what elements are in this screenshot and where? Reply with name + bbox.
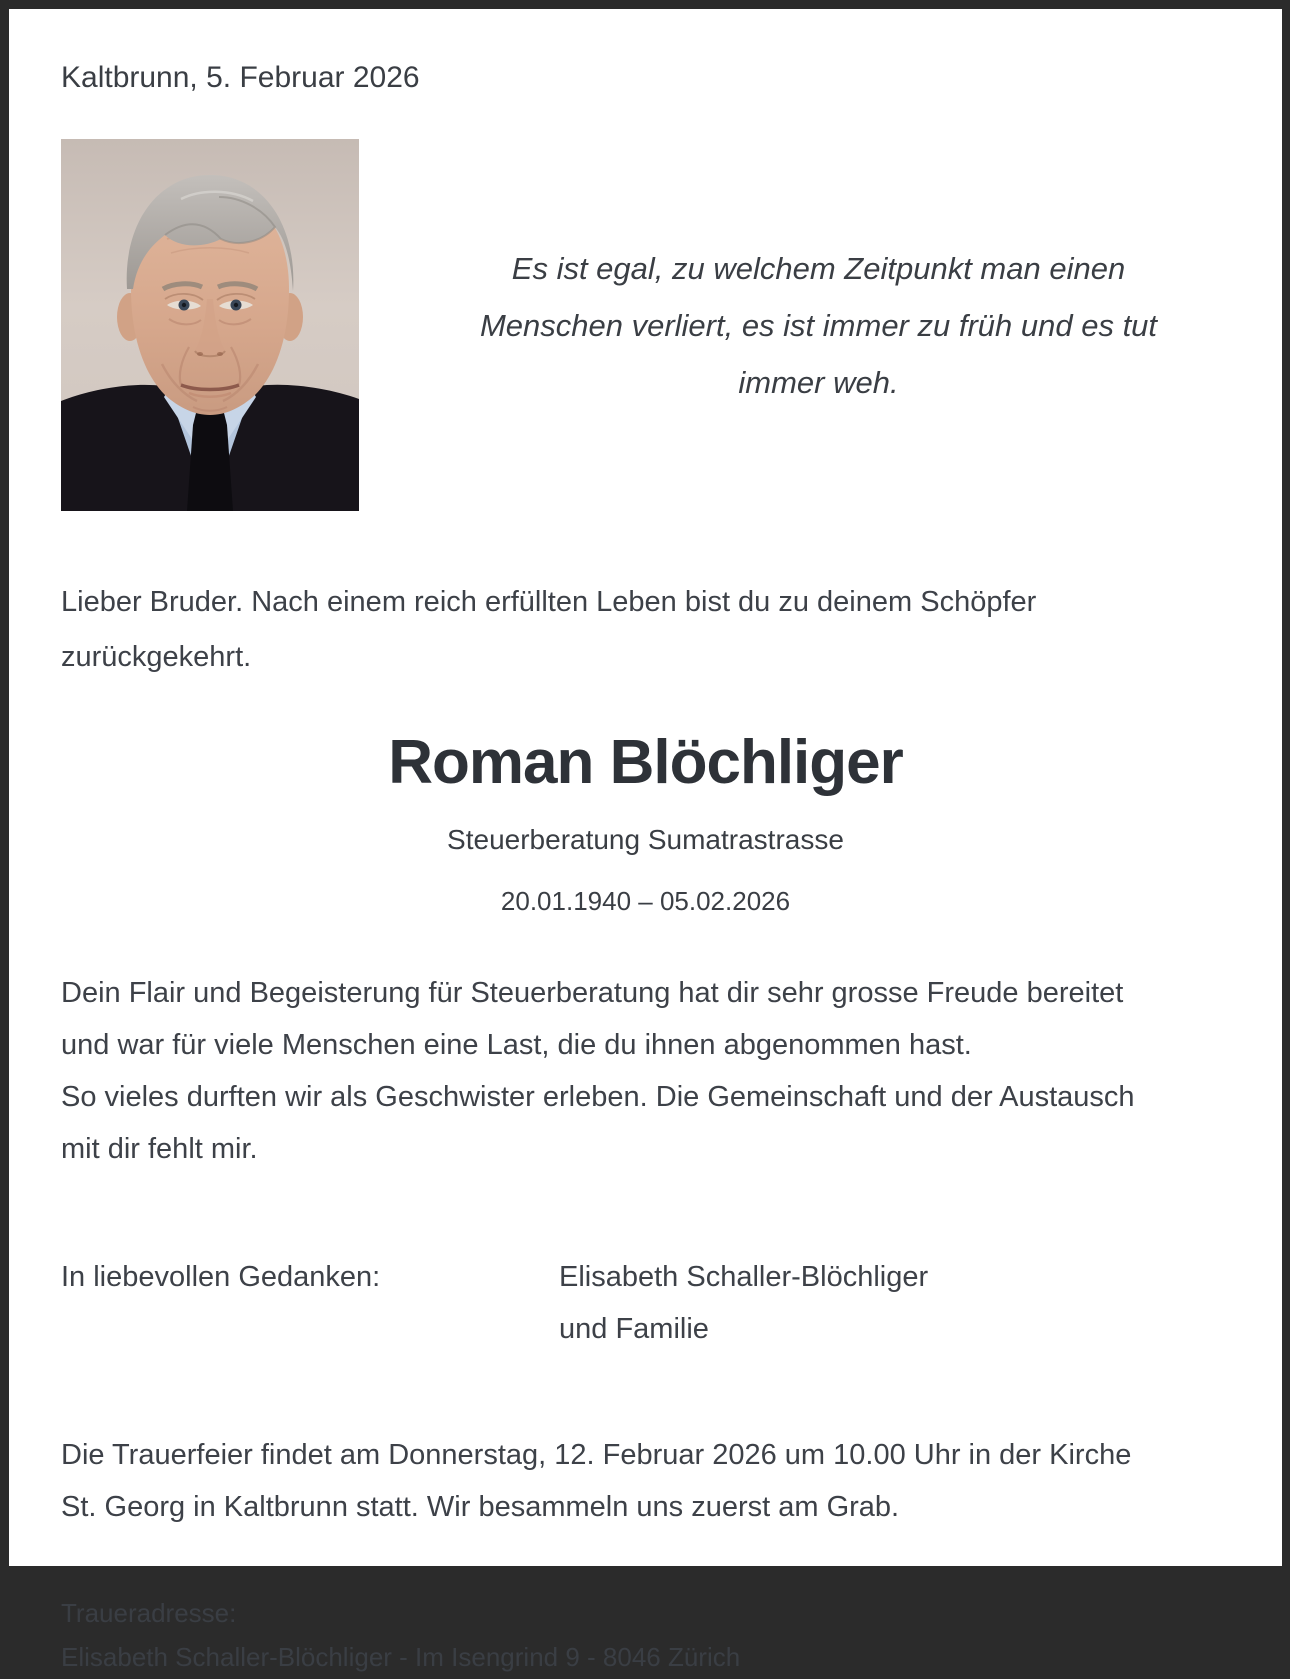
quote-line: Es ist egal, zu welchem Zeitpunkt man einen [511, 250, 1126, 286]
memorial-quote [359, 240, 1230, 411]
tribute-line: mit dir fehlt mir. [61, 1133, 258, 1165]
deceased-affiliation: Steuerberatung Sumatrastrasse [447, 824, 844, 855]
quote-line: Menschen verliert, es ist immer zu früh und es tut [479, 307, 1158, 343]
intro-line: Lieber Bruder. Nach einem reich erfüllten Leben bist du zu deinem Schöpfer [61, 586, 1037, 618]
tribute-line: Dein Flair und Begeisterung für Steuerberatung hat dir sehr grosse Freude bereitet [61, 977, 1124, 1009]
photo-quote-row [61, 139, 1230, 511]
deceased-name: Roman Blöchliger [388, 728, 903, 797]
funeral-info-paragraph [61, 1429, 1230, 1533]
tribute-paragraph [61, 967, 1230, 1175]
portrait-photo [61, 139, 359, 511]
intro-paragraph [61, 575, 1230, 685]
mourner-name: und Familie [559, 1313, 709, 1345]
mourner-name: Elisabeth Schaller-Blöchliger [559, 1261, 929, 1293]
mourning-address-label: Traueradresse: [61, 1598, 237, 1628]
tribute-line: und war für viele Menschen eine Last, die du ihnen abgenommen hast. [61, 1029, 972, 1061]
tribute-line: So vieles durften wir als Geschwister erleben. Die Gemeinschaft und der Austausch [61, 1081, 1135, 1113]
obituary-sheet [9, 9, 1282, 1672]
condolence-label: In liebevollen Gedanken: [61, 1261, 381, 1293]
mourning-address-value: Elisabeth Schaller-Blöchliger - Im Isengrind 9 - 8046 Zürich [61, 1642, 741, 1672]
quote-line: immer weh. [738, 364, 899, 400]
intro-line: zurückgekehrt. [61, 641, 252, 673]
birth-death-dates: 20.01.1940 – 05.02.2026 [500, 886, 791, 916]
funeral-line: St. Georg in Kaltbrunn statt. Wir besammeln uns zuerst am Grab. [61, 1491, 900, 1523]
mourner-names [559, 1251, 1230, 1355]
funeral-line: Die Trauerfeier findet am Donnerstag, 12. Februar 2026 um 10.00 Uhr in der Kirche [61, 1439, 1132, 1471]
place-date-line: Kaltbrunn, 5. Februar 2026 [61, 61, 420, 94]
mourning-address-block [61, 1591, 1230, 1679]
condolence-row [61, 1251, 1230, 1355]
